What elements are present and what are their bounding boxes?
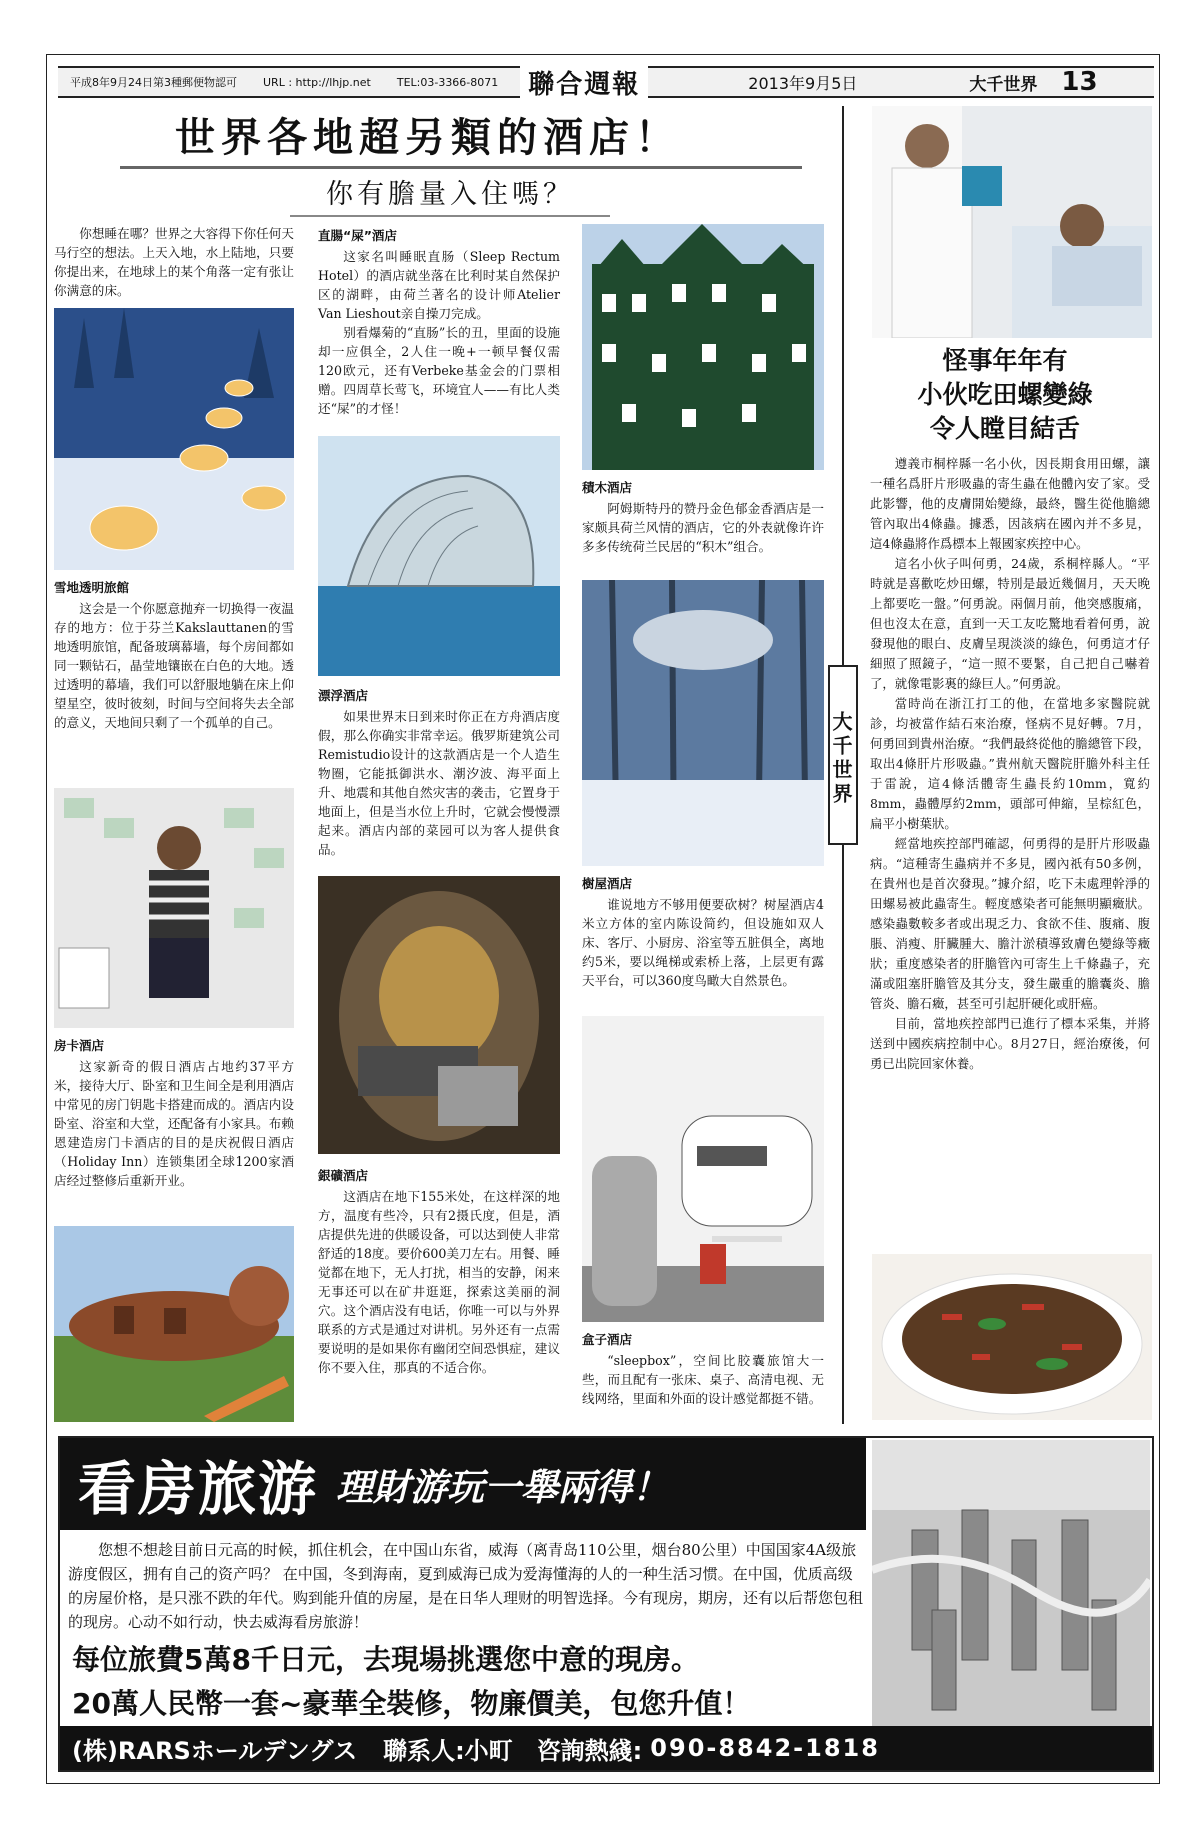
issue-date: 2013年9月5日 (748, 73, 858, 93)
sidebar-paragraph: 當時尚在浙江打工的他，在當地多家醫院就診，均被當作結石來治療，怪病不見好轉。7月，何勇回到貴州治療。“我們最終從他的膽總管下段，取出4條肝片形吸蟲。”貴州航天醫院肝膽外科主任于雷說，這4條活體寄生蟲長約10mm，寬約8mm，蟲體厚約2mm，頭部可伸縮，呈棕紅色，扁平小樹葉狀。 (870, 696, 1150, 831)
article-subtitle: 你有膽量入住嗎？ (290, 172, 610, 217)
page-header (58, 66, 1154, 98)
ad-body: 您想不想趁目前日元高的时候，抓住机会，在中国山东省，威海（离青岛110公里，烟台80公里）中国国家4A级旅游度假区，拥有自己的资产吗？ 在中国，冬到海南，夏到威海已成为爱海懂海的人的一种生活习惯。在中国，优质高级的房屋价格，是只涨不跌的年代。购到能升值的房屋，是在日华人理财的明智选择。今有现房，期房，还有以后帮您包租的现房。心动不如行动，快去威海看房旅游！ (68, 1541, 864, 1631)
hotel-name: 盒子酒店 (582, 1332, 633, 1347)
postal-permit: 平成8年9月24日第3種郵便物認可 (70, 76, 237, 89)
ad-contact-person: 聯系人:小町 (383, 1736, 513, 1765)
phone-number: TEL:03-3366-8071 (396, 75, 499, 89)
article-title: 世界各地超另類的酒店！ (175, 114, 681, 161)
sidebar-title (870, 344, 1140, 446)
floating-hotel-photo (318, 436, 560, 676)
hotel-text: 这家新奇的假日酒店占地约37平方米，接待大厅、卧室和卫生间全是利用酒店中常见的房门钥匙卡搭建而成的。酒店内设卧室、浴室和大堂，还配备有小家具。布赖恩建造房门卡酒店的目的是庆祝假日酒店（Holiday Inn）连锁集团全球1200家酒店经过整修后重新开业。 (54, 1059, 294, 1188)
ad-slogan: 理財游玩一舉兩得！ (336, 1466, 670, 1509)
column-3c (582, 1326, 824, 1408)
column-2b (318, 682, 560, 859)
column-2c (318, 1162, 560, 1377)
hotel-text: 如果世界末日到来时你正在方舟酒店度假，那么你确实非常幸运。俄罗斯建筑公司Remistudio设计的这款酒店是一个人造生物圈，它能抵御洪水、潮汐波、海平面上升、地震和其他自然灾害的袭击，它置身于地面上，但是当水位上升时，它就会慢慢漂起来。酒店内部的菜园可以为客人提供食品。 (318, 709, 560, 857)
hotel-name: 直腸“屎”酒店 (318, 228, 397, 243)
masthead: 聯合週報 (520, 64, 648, 101)
sidebar-paragraph: 經當地疾控部門確認，何勇得的是肝片形吸蟲病。“這種寄生蟲病并不多見，國內祇有50多例，在貴州也是首次發現。”據介紹，吃下未處理幹淨的田螺易被此蟲寄生。輕度感染者可能無明顯癥狀。感染蟲數較多者或出現乏力、食欲不佳、腹痛、腹脹、消瘦、肝臟腫大、膽汁淤積導致膚色變綠等癥狀；重度感染者的肝膽管內可寄生上千條蟲子，充滿或阻塞肝膽管及其分支，發生嚴重的膽囊炎、膽管炎、膽石癥，甚至可引起肝硬化或肝癌。 (870, 836, 1150, 1011)
hotel-text: 这家名叫睡眠直肠（Sleep Rectum Hotel）的酒店就坐落在比利时某自然保护区的湖畔，由荷兰著名的设计师Atelier Van Lieshout亲自操刀完成。 (318, 249, 560, 321)
column-1c (54, 1032, 294, 1190)
hotel-text: 阿姆斯特丹的赞丹金色郁金香酒店是一家颇具荷兰风情的酒店，它的外表就像许许多多传统荷兰民居的“积木”组合。 (582, 501, 824, 554)
title-divider (120, 166, 802, 169)
sidebar-paragraph: 這名小伙子叫何勇，24歲，系桐梓縣人。“平時就是喜歡吃炒田螺，特別是最近幾個月，天天晚上都要吃一盤。”何勇說。兩個月前，他突感腹痛，但也沒太在意，直到一天工友吃驚地看着何勇，說發現他的眼白、皮膚呈現淡淡的綠色，何勇這才仔細照了照鏡子，“這一照不要緊，自己把自己嚇着了，就像電影裏的綠巨人。”何勇說。 (870, 556, 1150, 691)
ad-hotline-label: 咨詢熱綫: (536, 1736, 643, 1765)
hotel-text: “sleepbox”，空间比胶囊旅馆大一些，而且配有一张床、桌子、高清电视、无线网络，里面和外面的设计感觉都挺不错。 (582, 1353, 824, 1406)
column-2 (318, 222, 560, 418)
hotel-text: 这酒店在地下155米处，在这样深的地方，温度有些冷，只有2摄氏度，但是，酒店提供先进的供暖设备，可以达到使人非常舒适的18度。要价600美刀左右。用餐、睡觉都在地下，无人打扰，相当的安静，闲来无事还可以在矿井逛逛，探索这美丽的洞穴。这个酒店没有电话，你唯一可以与外界联系的方式是通过对讲机。另外还有一点需要说明的是如果你有幽闭空间恐惧症，建议你不要入住，那真的不适合你。 (318, 1189, 560, 1375)
silver-mine-hotel-photo (318, 876, 560, 1154)
hotel-text: 谁说地方不够用便要砍树？树屋酒店4米立方体的室内陈设简约，但设施如双人床、客厅、小厨房、浴室等五脏俱全，离地约5米，要以绳梯或索桥上落，上层更有露天平台，可以360度鸟瞰大自然景色。 (582, 897, 824, 988)
column-3b (582, 870, 824, 990)
snow-igloo-photo (54, 308, 294, 570)
site-url[interactable]: URL : http://lhjp.net (263, 75, 371, 89)
hotel-name: 雪地透明旅館 (54, 580, 130, 595)
hotel-name: 銀礦酒店 (318, 1168, 369, 1183)
sidebar-paragraph: 遵義市桐梓縣一名小伙，因長期食用田螺，讓一種名爲肝片形吸蟲的寄生蟲在他體內安了家。受此影響，他的皮膚開始變綠，最終，醫生從他膽總管內取出4條蟲。據悉，因該病在國內并不多見，這4條蟲將作爲標本上報國家疾控中心。 (870, 456, 1150, 551)
ad-headline: 看房旅游 (78, 1455, 319, 1523)
intro-paragraph: 你想睡在哪？世界之大容得下你任何天马行空的想法。上天入地，水上陆地，只要你提出来，在地球上的某个角落一定有张让你满意的床。 (54, 226, 294, 298)
hotel-name: 樹屋酒店 (582, 876, 633, 891)
sidebar-body (870, 454, 1150, 1074)
keycard-hotel-photo (54, 788, 294, 1028)
sidebar-title-line: 怪事年年有 (942, 346, 1068, 375)
hospital-patient-photo (872, 106, 1152, 338)
section-vertical-tag: 大千世界 (828, 665, 858, 845)
city-aerial-photo (872, 1440, 1150, 1726)
ad-price-line: 每位旅費5萬8千日元，去現場挑選您中意的現房。 (72, 1643, 699, 1676)
sleepbox-hotel-photo (582, 1016, 824, 1322)
ad-contact-bar (60, 1726, 1152, 1770)
hotel-name: 漂浮酒店 (318, 688, 369, 703)
ad-offer-line: 20萬人民幣一套~豪華全裝修，物廉價美，包您升值！ (72, 1687, 751, 1720)
ad-banner (60, 1438, 866, 1530)
sidebar-paragraph: 目前，當地疾控部門已進行了標本采集，并將送到中國疾病控制中心。8月27日，經治療後，何勇已出院回家休養。 (870, 1016, 1150, 1071)
section-name: 大千世界 (969, 74, 1038, 95)
block-hotel-photo (582, 224, 824, 470)
hotel-text-2: 别看爆菊的“直肠”长的丑，里面的设施却一应俱全，2人住一晚+一顿早餐仅需120欧元，还有Verbeke基金会的门票相赠。四周草长莺飞，环境宜人——有比人类还“屎”的才怪！ (318, 325, 560, 416)
snail-dish-photo (872, 1254, 1152, 1420)
hotel-text: 这会是一个你愿意抛弃一切换得一夜温存的地方：位于芬兰Kakslauttanen的雪地透明旅馆，配备玻璃幕墙，每个房间都如同一颗钻石，晶莹地镶嵌在白色的大地。透过透明的幕墙，我们可以舒服地躺在床上仰望星空，彼时彼刻，时间与空间将失去全部的意义，天地间只剩了一个孤单的自己。 (54, 601, 294, 730)
column-1b (54, 574, 294, 732)
hotel-name: 積木酒店 (582, 480, 633, 495)
tree-hotel-photo (582, 580, 824, 866)
rectum-hotel-photo (54, 1226, 294, 1422)
sidebar-title-line: 令人瞠目結舌 (929, 414, 1080, 443)
hotel-name: 房卡酒店 (54, 1038, 105, 1053)
page-number: 13 (1061, 67, 1098, 97)
column-3 (582, 474, 824, 556)
sidebar-title-line: 小伙吃田螺變綠 (917, 380, 1093, 409)
ad-company: (株)RARSホールデングス (72, 1736, 358, 1765)
column-1 (54, 224, 294, 300)
ad-hotline-number[interactable]: 090-8842-1818 (650, 1734, 880, 1762)
real-estate-ad (58, 1436, 1154, 1772)
